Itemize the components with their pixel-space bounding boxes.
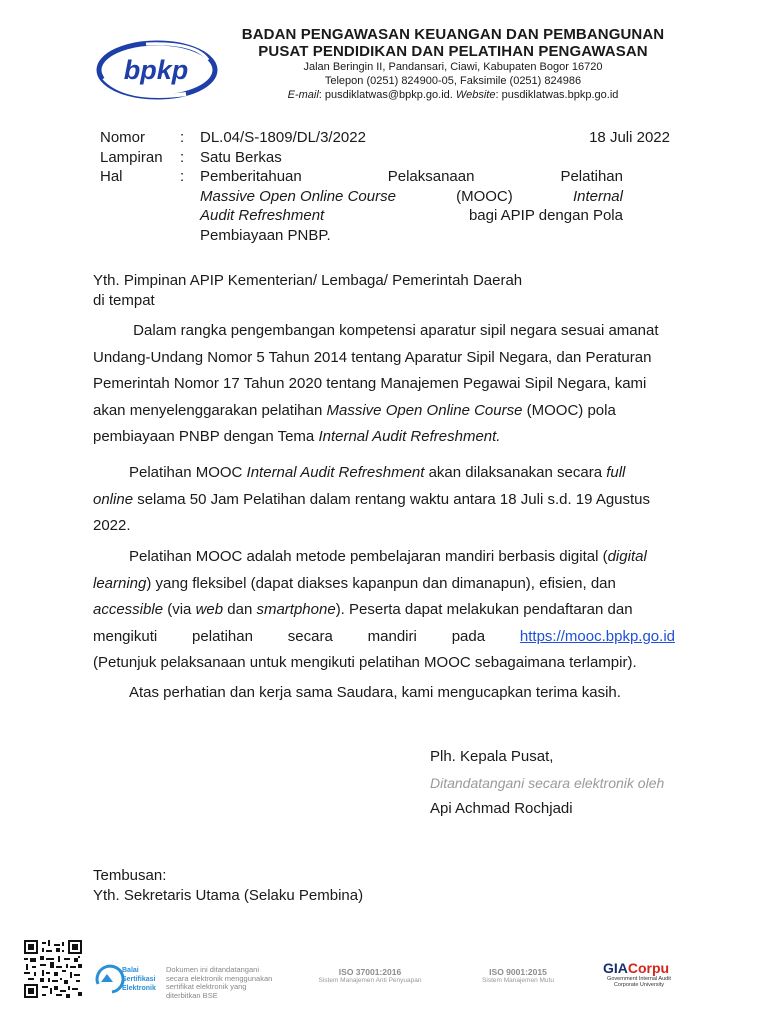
address: Jalan Beringin II, Pandansari, Ciawi, Kabupaten Bogor 16720 — [303, 61, 603, 73]
hal-text: (MOOC) — [451, 187, 517, 205]
gia-brand-b: Corpu — [627, 960, 670, 976]
tembusan-item: Yth. Sekretaris Utama (Selaku Pembina) — [93, 887, 364, 904]
email-address[interactable]: : pusdiklatwas@bpkp.go.id — [318, 89, 450, 101]
p1-line-1: Dalam rangka pengembangan kompetensi aparatur sipil negara sesuai amanat — [129, 322, 659, 339]
bse-logo-text: Balai — [122, 967, 139, 974]
iso-description: Sistem Manajemen Anti Penyuapan — [318, 977, 422, 984]
p1-text: akan menyelenggarakan pelatihan — [93, 401, 327, 419]
p2-italic: Internal Audit Refreshment — [246, 464, 425, 481]
letter-date: 18 Juli 2022 — [589, 129, 670, 146]
hal-text: bagi APIP dengan Pola — [464, 207, 623, 224]
hal-label: Hal — [100, 168, 123, 185]
nomor-label: Nomor — [100, 129, 146, 146]
letter-meta — [100, 128, 670, 245]
hal-line-2 — [200, 187, 623, 207]
paragraph-2 — [93, 460, 675, 540]
p3-word: mandiri — [367, 627, 417, 645]
bse-notice: Dokumen ini ditandatangani secara elektronik menggunakan sertifikat elektronik yang diterbitkan BSE — [166, 965, 273, 1000]
hal-line-3 — [200, 206, 623, 226]
hal-word: Pelaksanaan — [387, 168, 475, 185]
p3-word: pada — [451, 627, 486, 645]
p3-italic: web — [195, 601, 224, 618]
p3-line-3 — [93, 597, 675, 624]
addressee-line-2: di tempat — [93, 291, 155, 309]
tembusan-label: Tembusan: — [93, 867, 167, 884]
p2-line-2 — [93, 487, 675, 514]
nomor-row — [100, 128, 670, 148]
p3-text: dan — [223, 601, 257, 618]
addressee — [93, 271, 522, 310]
p1-line-2: Undang-Undang Nomor 5 Tahun 2014 tentang Aparatur Sipil Negara, dan Peraturan — [93, 348, 652, 366]
signature-block — [430, 744, 664, 822]
bse-logo-text: Sertifikasi — [122, 976, 156, 983]
p2-line-1 — [93, 460, 675, 487]
colon: : — [180, 168, 185, 185]
p2-text: akan dilaksanakan secara — [424, 464, 607, 481]
hal-line-4: Pembiayaan PNBP. — [200, 226, 331, 244]
colon: : — [180, 129, 185, 146]
institution-name: BADAN PENGAWASAN KEUANGAN DAN PEMBANGUNAN — [241, 26, 665, 43]
gia-subtitle: Government Internal Audit — [607, 976, 671, 982]
p2-italic: online — [93, 490, 134, 508]
contact-line — [210, 88, 696, 102]
p3-italic: learning — [93, 574, 147, 592]
lampiran-value: Satu Berkas — [200, 148, 282, 166]
electronic-signature-note: Ditandatangani secara elektronik oleh — [430, 775, 665, 791]
p3-italic: digital — [607, 548, 647, 565]
qr-code-icon — [24, 940, 82, 998]
p3-line-4 — [93, 624, 675, 651]
gia-subtitle: Corporate University — [613, 982, 665, 988]
hal-word: Pemberitahuan — [200, 168, 302, 185]
lampiran-row — [100, 148, 670, 168]
bpkp-logo — [96, 38, 218, 102]
iso-description: Sistem Manajemen Mutu — [482, 977, 554, 984]
paragraph-1 — [93, 318, 675, 451]
addressee-line-1: Yth. Pimpinan APIP Kementerian/ Lembaga/ Pemerintah Daerah — [93, 272, 523, 289]
lampiran-label: Lampiran — [100, 148, 163, 166]
p2-line-3: 2022. — [93, 517, 131, 534]
p3-text: ) yang fleksibel (dapat diakses kapanpun dan dimanapun), efisien, dan — [146, 574, 616, 592]
hal-word: Pelatihan — [560, 168, 623, 185]
iso-37001-badge — [308, 967, 432, 984]
gia-brand — [603, 960, 675, 976]
hal-text: Internal — [572, 187, 623, 205]
email-label: E-mail — [287, 89, 319, 101]
mooc-link[interactable]: https://mooc.bpkp.go.id — [519, 627, 675, 645]
p3-italic: smartphone — [256, 601, 336, 618]
hal-line-1 — [200, 167, 623, 187]
p1-italic: Massive Open Online Course — [326, 401, 523, 419]
p4-line-1: Atas perhatian dan kerja sama Saudara, kami mengucapkan terima kasih. — [129, 684, 621, 701]
p2-text: Pelatihan MOOC — [129, 464, 247, 481]
phone: Telepon (0251) 824900-05, Faksimile (0251) 824986 — [324, 75, 582, 87]
p3-line-2 — [93, 571, 675, 598]
p3-text: (via — [163, 601, 196, 618]
gia-brand-a: GIA — [603, 960, 628, 976]
tembusan — [93, 866, 363, 906]
p3-line-1 — [93, 544, 675, 571]
p2-text: selama 50 Jam Pelatihan dalam rentang waktu antara 18 Juli s.d. 19 Agustus — [133, 490, 651, 508]
iso-9001-badge — [466, 967, 570, 984]
p2-italic: full — [606, 464, 626, 481]
p3-italic: accessible — [93, 601, 164, 618]
p1-italic: Internal Audit Refreshment. — [318, 428, 501, 445]
gia-corpu-logo — [603, 960, 675, 988]
p3-text: ). Peserta dapat melakukan pendaftaran dan — [335, 601, 633, 618]
unit-name: PUSAT PENDIDIKAN DAN PELATIHAN PENGAWASAN — [258, 43, 648, 60]
signer-name: Api Achmad Rochjadi — [430, 800, 573, 817]
p3-word: pelatihan — [192, 627, 253, 645]
letterhead — [210, 26, 696, 102]
logo-text: bpkp — [123, 55, 189, 85]
p1-text: (MOOC) pola — [522, 401, 616, 419]
hal-text: Massive Open Online Course — [200, 187, 396, 205]
website-label: Website — [455, 89, 496, 101]
paragraph-4 — [93, 680, 675, 707]
bse-logo-text: Elektronik — [122, 985, 156, 992]
p3-word: mengikuti — [93, 627, 158, 645]
hal-text: Audit Refreshment — [200, 207, 325, 224]
p3-text: Pelatihan MOOC adalah metode pembelajaran mandiri berbasis digital ( — [129, 548, 608, 565]
iso-code: ISO 9001:2015 — [489, 967, 547, 977]
colon: : — [180, 148, 185, 166]
p1-text: pembiayaan PNBP dengan Tema — [93, 428, 319, 445]
p1-line-4 — [93, 398, 675, 425]
nomor-value: DL.04/S-1809/DL/3/2022 — [200, 129, 366, 146]
paragraph-3 — [93, 544, 675, 677]
contact-separator: . — [449, 89, 453, 101]
bse-logo — [92, 962, 164, 1001]
hal-row — [100, 167, 670, 245]
p1-line-3: Pemerintah Nomor 17 Tahun 2020 tentang Manajemen Pegawai Sipil Negara, kami — [93, 375, 647, 392]
signer-title: Plh. Kepala Pusat, — [430, 748, 554, 765]
p3-line-5: (Petunjuk pelaksanaan untuk mengikuti pelatihan MOOC sebagaimana terlampir). — [93, 654, 637, 671]
p3-word: secara — [287, 627, 333, 645]
website-address[interactable]: : pusdiklatwas.bpkp.go.id — [495, 89, 619, 101]
iso-code: ISO 37001:2016 — [338, 967, 402, 977]
p1-line-5 — [93, 424, 675, 451]
hal-value — [200, 167, 623, 245]
